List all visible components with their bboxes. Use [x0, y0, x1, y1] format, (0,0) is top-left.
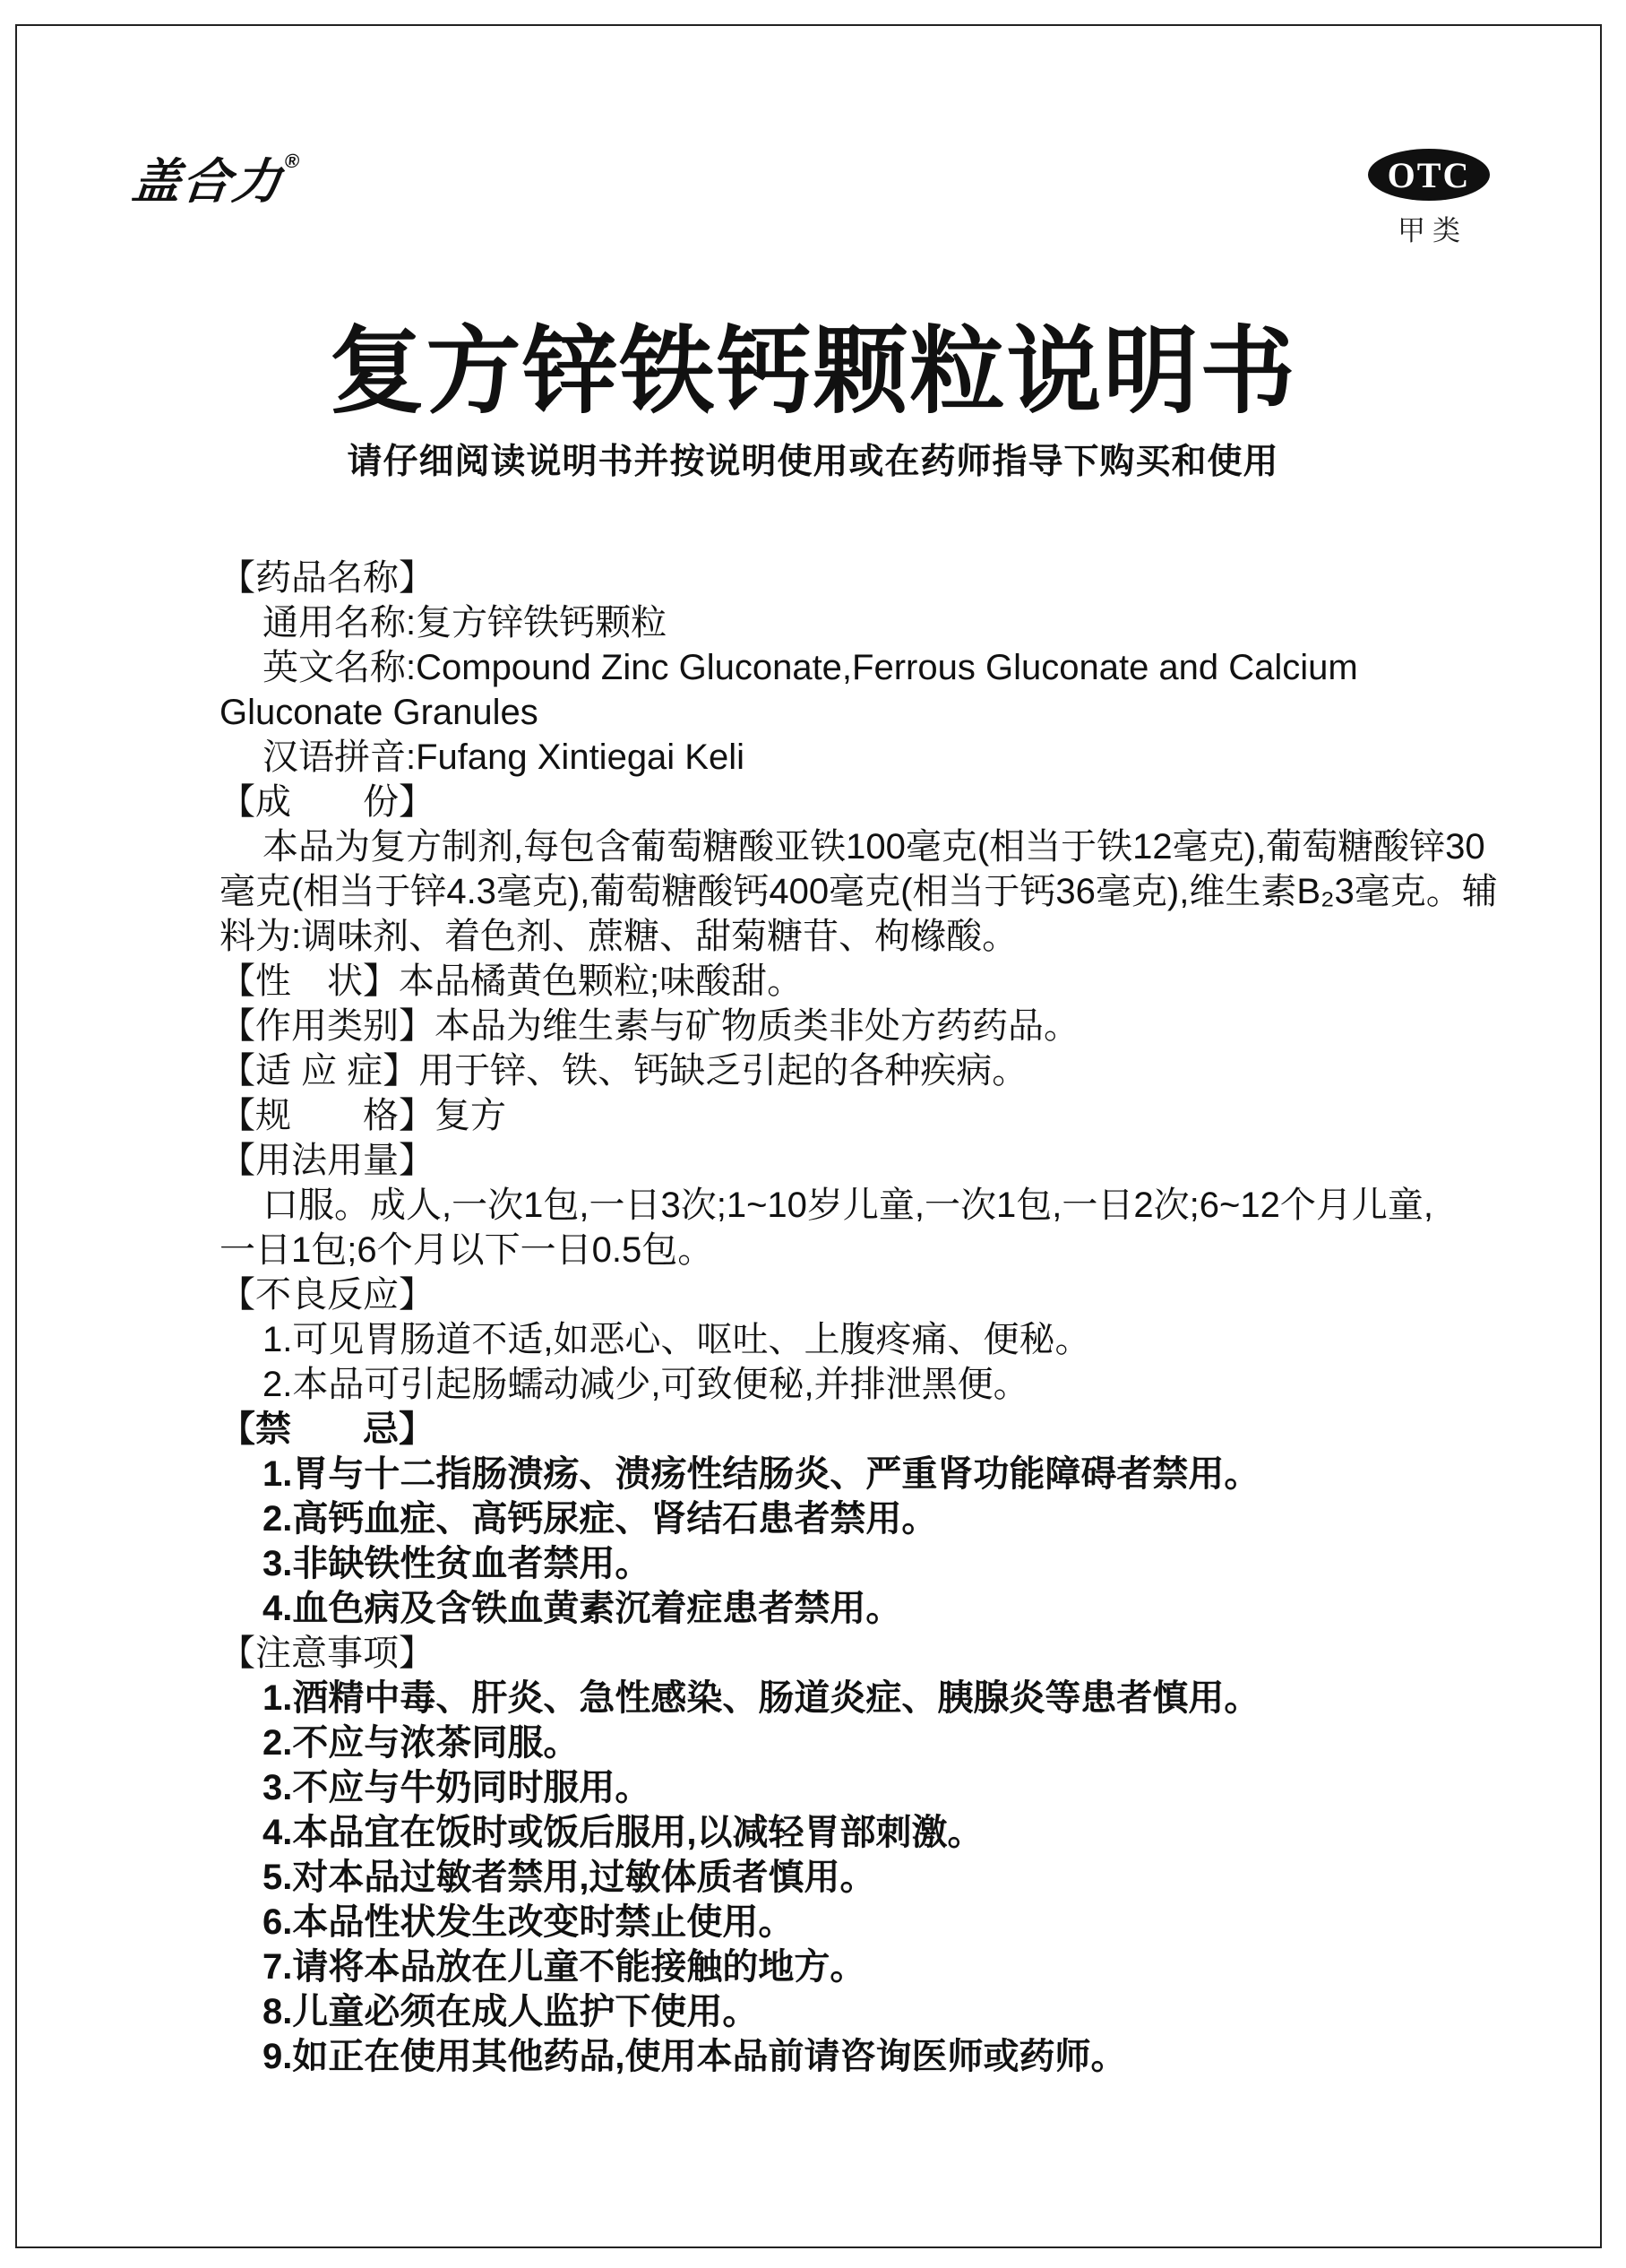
- body-line: Gluconate Granules: [219, 693, 538, 732]
- page-subtitle: 请仔细阅读说明书并按说明使用或在药师指导下购买和使用: [347, 443, 1279, 481]
- brand-logo-text: 盖合力: [129, 155, 286, 209]
- section-header-properties: 【性 状】本品橘黄色颗粒;味酸甜。: [219, 962, 804, 1001]
- body-line: 1.可见胃肠道不适,如恶心、呕吐、上腹疼痛、便秘。: [262, 1320, 1091, 1359]
- body-line: 2.不应与浓茶同服。: [262, 1723, 580, 1763]
- registered-trademark-icon: ®: [283, 150, 301, 172]
- body-line: 通用名称:复方锌铁钙颗粒: [262, 603, 667, 642]
- section-header-drug-name: 【药品名称】: [219, 558, 434, 598]
- body-line: 2.本品可引起肠蠕动减少,可致便秘,并排泄黑便。: [262, 1365, 1029, 1404]
- body-line: 5.对本品过敏者禁用,过敏体质者慎用。: [262, 1858, 876, 1897]
- section-header-dosage: 【用法用量】: [219, 1141, 434, 1180]
- body-line: 7.请将本品放在儿童不能接触的地方。: [262, 1947, 866, 1987]
- section-header-precautions: 【注意事项】: [219, 1634, 434, 1673]
- section-header-contraindications: 【禁 忌】: [219, 1410, 434, 1449]
- otc-badge: [1368, 149, 1490, 248]
- section-header-adverse-reactions: 【不良反应】: [219, 1275, 434, 1315]
- body-line: 8.儿童必须在成人监护下使用。: [262, 1992, 759, 2031]
- body-line: 一日1包;6个月以下一日0.5包。: [219, 1230, 714, 1270]
- section-header-category: 【作用类别】本品为维生素与矿物质类非处方药药品。: [219, 1006, 1080, 1046]
- body-line: 1.酒精中毒、肝炎、急性感染、肠道炎症、胰腺炎等患者慎用。: [262, 1678, 1260, 1718]
- body-line: 3.不应与牛奶同时服用。: [262, 1768, 651, 1807]
- body-line: 9.如正在使用其他药品,使用本品前请咨询医师或药师。: [262, 2037, 1127, 2076]
- body-line: 1.胃与十二指肠溃疡、溃疡性结肠炎、严重肾功能障碍者禁用。: [262, 1454, 1260, 1494]
- otc-label: OTC: [1387, 154, 1471, 195]
- body-line: 口服。成人,一次1包,一日3次;1~10岁儿童,一次1包,一日2次;6~12个月儿童,: [262, 1186, 1433, 1225]
- section-header-ingredients: 【成 份】: [219, 782, 434, 822]
- section-header-specification: 【规 格】复方: [219, 1096, 506, 1135]
- body-line: 4.血色病及含铁血黄素沉着症患者禁用。: [262, 1589, 902, 1628]
- body-line: 2.高钙血症、高钙尿症、肾结石患者禁用。: [262, 1499, 938, 1539]
- body-line: 4.本品宜在饭时或饭后服用,以减轻胃部刺激。: [262, 1813, 984, 1852]
- body-line: 料为:调味剂、着色剂、蔗糖、甜菊糖苷、枸橼酸。: [219, 917, 1019, 956]
- insert-body: [219, 556, 1498, 2079]
- body-line: 毫克(相当于锌4.3毫克),葡萄糖酸钙400毫克(相当于钙36毫克),维生素B₂3毫克。辅: [219, 872, 1498, 911]
- body-line: 汉语拼音:Fufang Xintiegai Keli: [262, 737, 745, 777]
- body-line: 6.本品性状发生改变时禁止使用。: [262, 1902, 795, 1942]
- body-line: 3.非缺铁性贫血者禁用。: [262, 1544, 651, 1583]
- brand-logo: [129, 143, 301, 212]
- section-header-indications: 【适 应 症】用于锌、铁、钙缺乏引起的各种疾病。: [219, 1051, 1028, 1091]
- otc-category-label: 甲类: [1398, 215, 1467, 246]
- otc-ellipse-icon: [1368, 149, 1490, 201]
- body-line: 英文名称:Compound Zinc Gluconate,Ferrous Gluconate and Calcium: [262, 648, 1358, 687]
- body-line: 本品为复方制剂,每包含葡萄糖酸亚铁100毫克(相当于铁12毫克),葡萄糖酸锌30: [262, 827, 1485, 867]
- page-title: 复方锌铁钙颗粒说明书: [329, 319, 1297, 425]
